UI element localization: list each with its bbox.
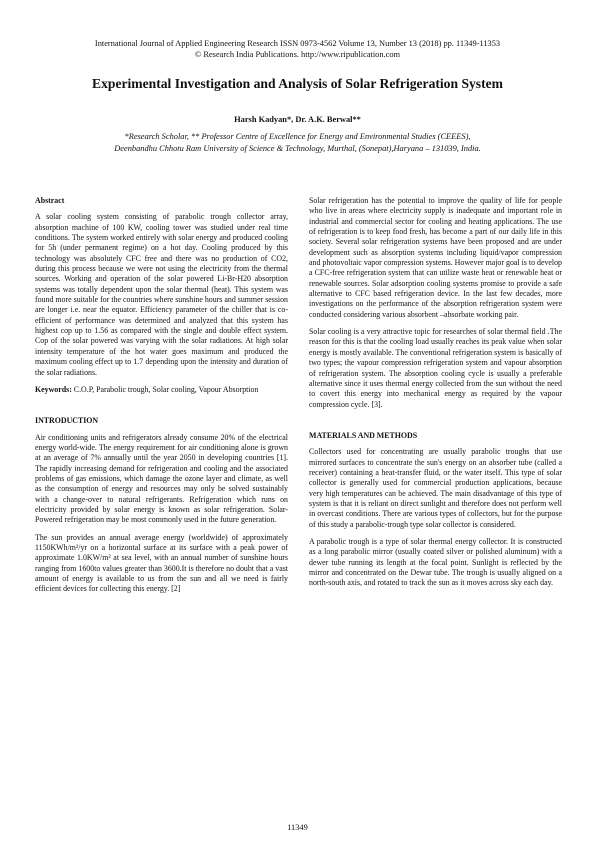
journal-publisher: © Research India Publications. http://www.ripublication.com [194,50,401,59]
materials-paragraph-2: A parabolic trough is a type of solar thermal energy collector. It is constructed as a long parabolic mirror (usually coated silver or polished aluminum) with a dewer tube running its length at the focal point. Sunlight is reflected by the mirror and concentrated on the Dewar tube. The trough is usually aligned on a north-south axis, and rotated to track the sun as it moves across sky each day. [309,536,562,588]
section-gap [309,417,562,431]
introduction-paragraph-2: The sun provides an annual average energy (worldwide) of approximately 1150KWh/m²/yr on a horizontal surface at its surface with a peak power of approximate 1.0KW/m² at sea level, with an annual number of sunshine hours ranging from 1600to values greater than 3600.It is therefore no doubt that a vast amount of energy is available to us from the sun and all we need is fairly efficient devices for collecting this energy. [2] [35,532,288,594]
introduction-paragraph-1: Air conditioning units and refrigerators already consume 20% of the electrical energy world-wide. The energy requirement for air conditioning alone is grown at an average of 7% annually until the year 2050 in developing countries [1]. The rapidly increasing demand for refrigeration and cooling and the associated problems of gas emissions, which damage the ozone layer and climate, as well as the consumption of energy and resources may only be solved sustainably with a change-over to natural refrigerants. Refrigeration which runs on electricity provided by solar energy is known as solar refrigeration. Solar-Powered refrigeration may be most commonly used in the future generation. [35,432,288,525]
abstract-text: A solar cooling system consisting of parabolic trough collector array, absorption machine of 100 KW, cooling tower was studied under real time conditions. The system worked entirely with solar energy and produced cooling for 5h (under permanent regime) on a hot day. Cooling produced by this technology was absolutely CFC free and there was no production of CO2, during this process because we were not using the electricity from the thermal sources. Working and operation of the solar powered Li-Br-H20 absorption systems was totally dependent upon the solar thermal (heat). This system was found more suitable for the countries where sunshine hours and summer session are longer i.e. near the equator. Efficiency parameter of the chiller that is co-efficient of performance was determined and analyzed that this system has highest cop up to 1.56 as compared with the single and double effect system. Cop of the solar powered was varying with the solar radiations. At high solar intensity temperature of the hot water goes maximum and produced the maximum cooling effect up to 1.7 depending upon the intensity and duration of the solar radiations. [35,212,288,377]
affiliation-line-1: *Research Scholar, ** Professor Centre of Excellence for Energy and Environmental Studies (CEEES), [124,132,471,141]
right-column [309,196,562,596]
introduction-paragraph-3: Solar refrigeration has the potential to improve the quality of life for people who live in areas where electricity supply is inadequate and important role in industrial and commercial sector for cooling and heating applications. The use of refrigeration is to keep food fresh, has become a part of our daily life in this society. Several solar refrigeration systems have been proposed and are under development such as absorption systems including liquid/vapor compression and photovoltaic vapor compression systems. However major goal is to develop a CFC-free refrigeration system that can utilize waste heat or renewable heat or renewable sources. Solar adsorption cooling systems promise to provide a safe alternative to CFC based refrigeration device. In the last few decades, more investigations on the performance of the absorption refrigeration system were conducted considering various absorbent –absorbate working pair. [309,196,562,319]
materials-heading: MATERIALS AND METHODS [309,430,418,440]
keywords-text: C.O.P, Parabolic trough, Solar cooling, Vapour Absorption [71,384,259,394]
left-column [35,196,288,602]
abstract-heading: Abstract [35,196,65,205]
keywords [35,385,288,395]
page-number: 11349 [287,823,308,832]
keywords-label: Keywords: [35,384,72,394]
journal-header [0,38,595,60]
journal-citation: International Journal of Applied Engineering Research ISSN 0973-4562 Volume 13, Number 13 (2018) pp. 11349-11353 [94,39,501,48]
paper-title: Experimental Investigation and Analysis of Solar Refrigeration System [92,76,503,91]
author-affiliation [0,131,595,154]
introduction-heading: INTRODUCTION [35,416,99,426]
materials-paragraph-1: Collectors used for concentrating are usually parabolic troughs that use mirrored surfaces to concentrate the sun's energy on an absorber tube (called a receiver) containing a heat-transfer fluid, or the water itself. This type of solar collector is generally used for commercial production applications, because very high temperatures can be achieved. The main disadvantage of this type of system is that it is reliant on direct sunlight and therefore does not perform well in overcast conditions. There are various types of collectors, but for the purpose of this study a parabolic-trough type solar collector is considered. [309,447,562,529]
affiliation-line-2: Deenbandhu Chhotu Ram University of Science & Technology, Murthal, (Sonepat),Haryana – 131039, India. [114,143,481,153]
section-gap [35,402,288,416]
introduction-paragraph-4: Solar cooling is a very attractive topic for researches of solar thermal field .The reason for this is that the cooling load usually reaches its peak value when solar energy is mostly available. The conventional refrigeration system is basically of two types; the vapour compression refrigeration system and vapour absorption of refrigeration system. The absorption cooling cycle is usually a preferable alternative since it uses thermal energy collected from the sun without the need to covert this energy into mechanical energy as required by the vapour compression cycle. [3]. [309,327,562,409]
paper-authors: Harsh Kadyan*, Dr. A.K. Berwal** [234,115,361,124]
